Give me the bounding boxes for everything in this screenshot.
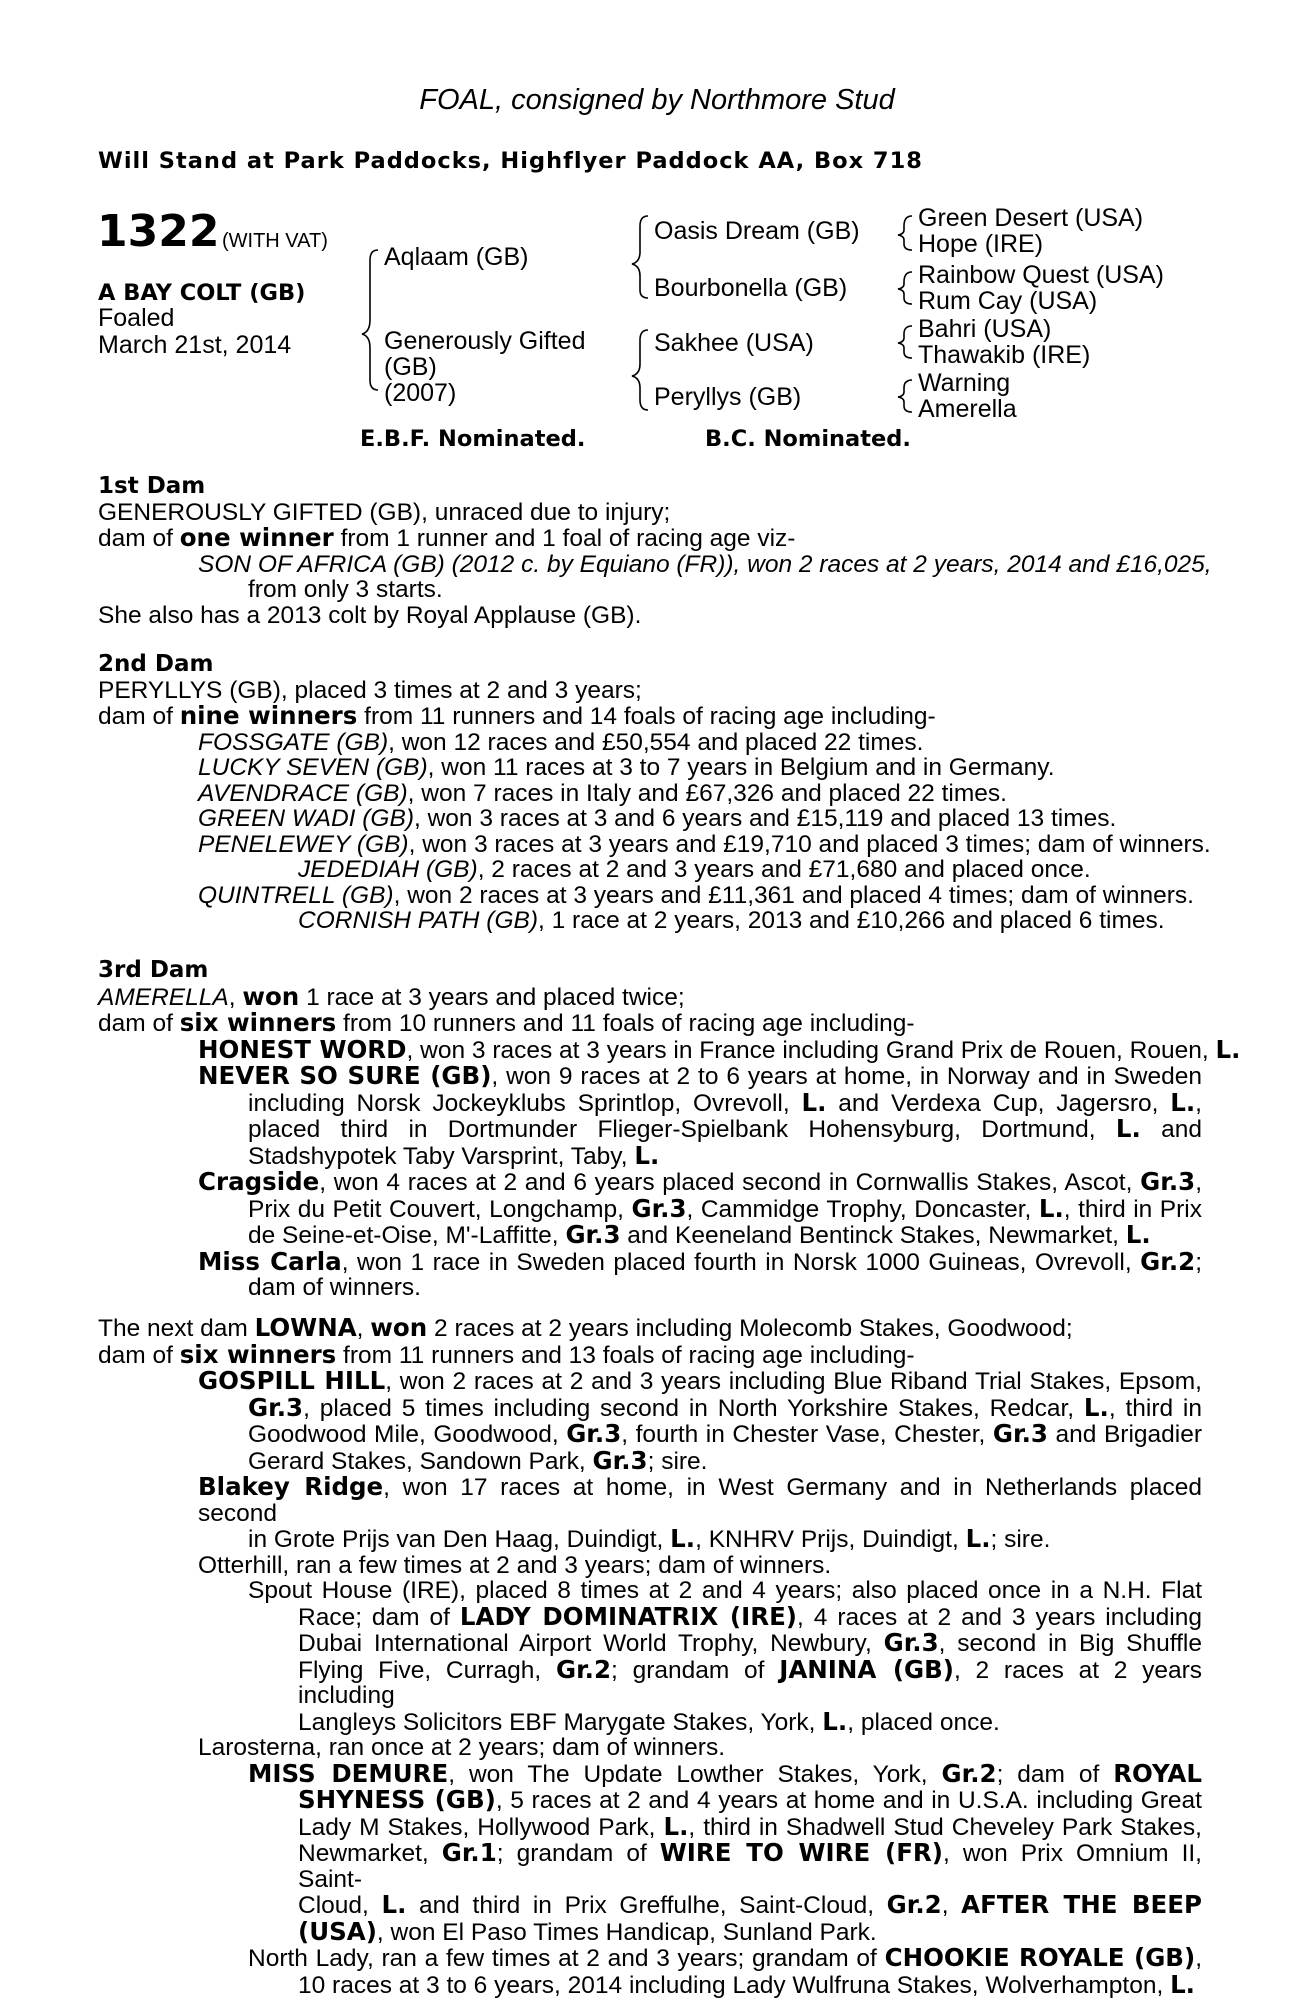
second-dam-heading: 2nd Dam [98,651,214,677]
third-dam-produce: Miss Carla, won 1 race in Sweden placed fourth in Norsk 1000 Guineas, Ovrevoll, Gr.2; [198,1246,1203,1276]
third-dam-line: dam of six winners from 10 runners and 11 foals of racing age including- [98,1008,915,1037]
third-dam-produce: Cragside, won 4 races at 2 and 6 years placed second in Cornwallis Stakes, Ascot, Gr.3, [198,1167,1202,1196]
first-dam-heading: 1st Dam [98,473,206,499]
lot-number: 1322 [97,206,220,257]
gg-dss: Bahri (USA) [918,315,1052,343]
next-dam-produce: Spout House (IRE), placed 8 times at 2 and 4 years; also placed once in a N.H. Flat [248,1577,1202,1604]
next-dam-line: dam of six winners from 11 runners and 13 foals of racing age including- [98,1339,915,1369]
next-dam-produce: Dubai International Airport World Trophy, Newbury, Gr.3, second in Big Shuffle [298,1628,1202,1657]
brace-gs2 [898,272,912,304]
third-dam-section [98,957,1241,1301]
second-dam-produce: JEDEDIAH (GB), 2 races at 2 and 3 years and £71,680 and placed once. [298,856,1091,883]
brace-gs4 [898,380,912,412]
next-dam-produce: Goodwood Mile, Goodwood, Gr.3, fourth in Chester Vase, Chester, Gr.3 and Brigadier [248,1419,1203,1448]
gg-ssd: Hope (IRE) [918,230,1044,258]
next-dam-produce: (USA), won El Paso Times Handicap, Sunland Park. [298,1916,877,1946]
bc-nominated: B.C. Nominated. [705,426,911,452]
second-dam-produce: PENELEWEY (GB), won 3 races at 3 years and £19,710 and placed 3 times; dam of winners. [198,830,1211,858]
gg-sds: Rainbow Quest (USA) [918,261,1164,289]
third-dam-produce: placed third in Dortmunder Flieger-Spielbank Hohensyburg, Dortmund, L. and [248,1114,1202,1143]
next-dam-line: The next dam LOWNA, won 2 races at 2 years including Molecomb Stakes, Goodwood; [98,1313,1073,1342]
gg-dsd: Thawakib (IRE) [918,341,1091,369]
next-dam-produce: GOSPILL HILL, won 2 races at 2 and 3 years including Blue Riband Trial Stakes, Epsom, [198,1366,1202,1395]
next-dam-produce: 10 races at 3 to 6 years, 2014 including Lady Wulfruna Stakes, Wolverhampton, L. [298,1969,1195,1999]
consignor-title: FOAL, consigned by Northmore Stud [419,84,895,116]
brace-main [362,250,378,390]
gg-ddd: Amerella [918,395,1017,423]
vat-label: (WITH VAT) [222,230,328,252]
sire-dam: Bourbonella (GB) [654,274,848,302]
third-dam-line: AMERELLA, won 1 race at 3 years and placed twice; [98,981,685,1011]
next-dam-produce: North Lady, ran a few times at 2 and 3 years; grandam of CHOOKIE ROYALE (GB), [248,1943,1202,1972]
next-dam-produce: Larosterna, ran once at 2 years; dam of winners. [198,1734,726,1761]
gg-dds: Warning [918,369,1011,397]
second-dam-produce: CORNISH PATH (GB), 1 race at 2 years, 2013 and £10,266 and placed 6 times. [298,907,1165,934]
next-dam-produce: Otterhill, ran a few times at 2 and 3 years; dam of winners. [198,1551,832,1579]
second-dam-produce: AVENDRACE (GB), won 7 races in Italy and £67,326 and placed 22 times. [198,779,1007,807]
brace-sire [632,216,648,298]
next-dam-section [98,1315,1202,1998]
next-dam-produce: SHYNESS (GB), 5 races at 2 and 4 years at home and in U.S.A. including Great [298,1785,1202,1814]
first-dam-line: from only 3 starts. [248,576,443,603]
dam-name-line1: Generously Gifted [384,327,586,355]
first-dam-line: She also has a 2013 colt by Royal Applause (GB). [98,601,642,629]
gg-sss: Green Desert (USA) [918,204,1144,232]
sire-name: Aqlaam (GB) [384,243,529,271]
second-dam-section [98,651,1211,934]
foaled-label: Foaled [98,304,175,332]
brace-dam [632,330,648,410]
brace-gs1 [898,216,912,250]
dam-name-line3: (2007) [384,379,457,407]
gg-sdd: Rum Cay (USA) [918,287,1098,315]
next-dam-produce: Cloud, L. and third in Prix Greffulhe, Saint-Cloud, Gr.2, AFTER THE BEEP [298,1890,1202,1919]
lot-description: A BAY COLT (GB) [98,280,306,306]
third-dam-produce: Stadshypotek Taby Varsprint, Taby, L. [248,1140,660,1170]
third-dam-produce: HONEST WORD, won 3 races at 3 years in France including Grand Prix de Rouen, Rouen, L. [198,1034,1241,1064]
dam-dam: Peryllys (GB) [654,383,802,411]
second-dam-line: PERYLLYS (GB), placed 3 times at 2 and 3 years; [98,676,642,704]
next-dam-produce: Blakey Ridge, won 17 races at home, in West Germany and in Netherlands placed second [198,1472,1202,1527]
second-dam-produce: FOSSGATE (GB), won 12 races and £50,554 and placed 22 times. [198,728,924,756]
brace-gs3 [898,326,912,358]
third-dam-produce: NEVER SO SURE (GB), won 9 races at 2 to 6 years at home, in Norway and in Sweden [198,1061,1203,1090]
second-dam-produce: QUINTRELL (GB), won 2 races at 3 years and £11,361 and placed 4 times; dam of winners. [198,881,1194,909]
third-dam-produce: including Norsk Jockeyklubs Sprintlop, Ovrevoll, L. and Verdexa Cup, Jagersro, L., [248,1087,1202,1117]
third-dam-heading: 3rd Dam [98,957,209,983]
foaled-date: March 21st, 2014 [98,331,292,359]
third-dam-produce: Prix du Petit Couvert, Longchamp, Gr.3, Cammidge Trophy, Doncaster, L., third in Prix [248,1193,1203,1223]
sire-sire: Oasis Dream (GB) [654,217,860,245]
dam-sire: Sakhee (USA) [654,329,814,357]
ebf-nominated: E.B.F. Nominated. [360,426,586,452]
next-dam-produce: MISS DEMURE, won The Update Lowther Stakes, York, Gr.2; dam of ROYAL [248,1758,1202,1788]
next-dam-produce: Lady M Stakes, Hollywood Park, L., third in Shadwell Stud Cheveley Park Stakes, [298,1811,1202,1841]
next-dam-produce: Race; dam of LADY DOMINATRIX (IRE), 4 races at 2 and 3 years including [298,1601,1203,1631]
next-dam-produce: in Grote Prijs van Den Haag, Duindigt, L., KNHRV Prijs, Duindigt, L.; sire. [248,1524,1051,1553]
next-dam-produce: Newmarket, Gr.1; grandam of WIRE TO WIRE (FR), won Prix Omnium II, Saint- [298,1838,1202,1893]
first-dam-section [98,473,1212,629]
dam-name-line2: (GB) [384,353,437,381]
first-dam-line: GENEROUSLY GIFTED (GB), unraced due to injury; [98,498,671,526]
first-dam-line: dam of one winner from 1 runner and 1 foal of racing age viz- [98,523,796,552]
next-dam-produce: Langleys Solicitors EBF Marygate Stakes, York, L., placed once. [298,1706,1000,1736]
third-dam-produce: de Seine-et-Oise, M'-Laffitte, Gr.3 and Keeneland Bentinck Stakes, Newmarket, L. [248,1220,1151,1249]
third-dam-produce: dam of winners. [248,1274,421,1301]
next-dam-produce: Gr.3, placed 5 times including second in North Yorkshire Stakes, Redcar, L., third in [248,1392,1202,1422]
first-dam-produce: SON OF AFRICA (GB) (2012 c. by Equiano (FR)), won 2 races at 2 years, 2014 and £16,025, [198,550,1212,578]
second-dam-produce: GREEN WADI (GB), won 3 races at 3 and 6 years and £15,119 and placed 13 times. [198,805,1117,832]
second-dam-produce: LUCKY SEVEN (GB), won 11 races at 3 to 7 years in Belgium and in Germany. [198,754,1055,781]
next-dam-produce: Flying Five, Curragh, Gr.2; grandam of JANINA (GB), 2 races at 2 years including [298,1654,1203,1709]
second-dam-line: dam of nine winners from 11 runners and 14 foals of racing age including- [98,701,936,730]
stand-location: Will Stand at Park Paddocks, Highflyer Paddock AA, Box 718 [98,148,923,174]
next-dam-produce: Gerard Stakes, Sandown Park, Gr.3; sire. [248,1445,708,1475]
